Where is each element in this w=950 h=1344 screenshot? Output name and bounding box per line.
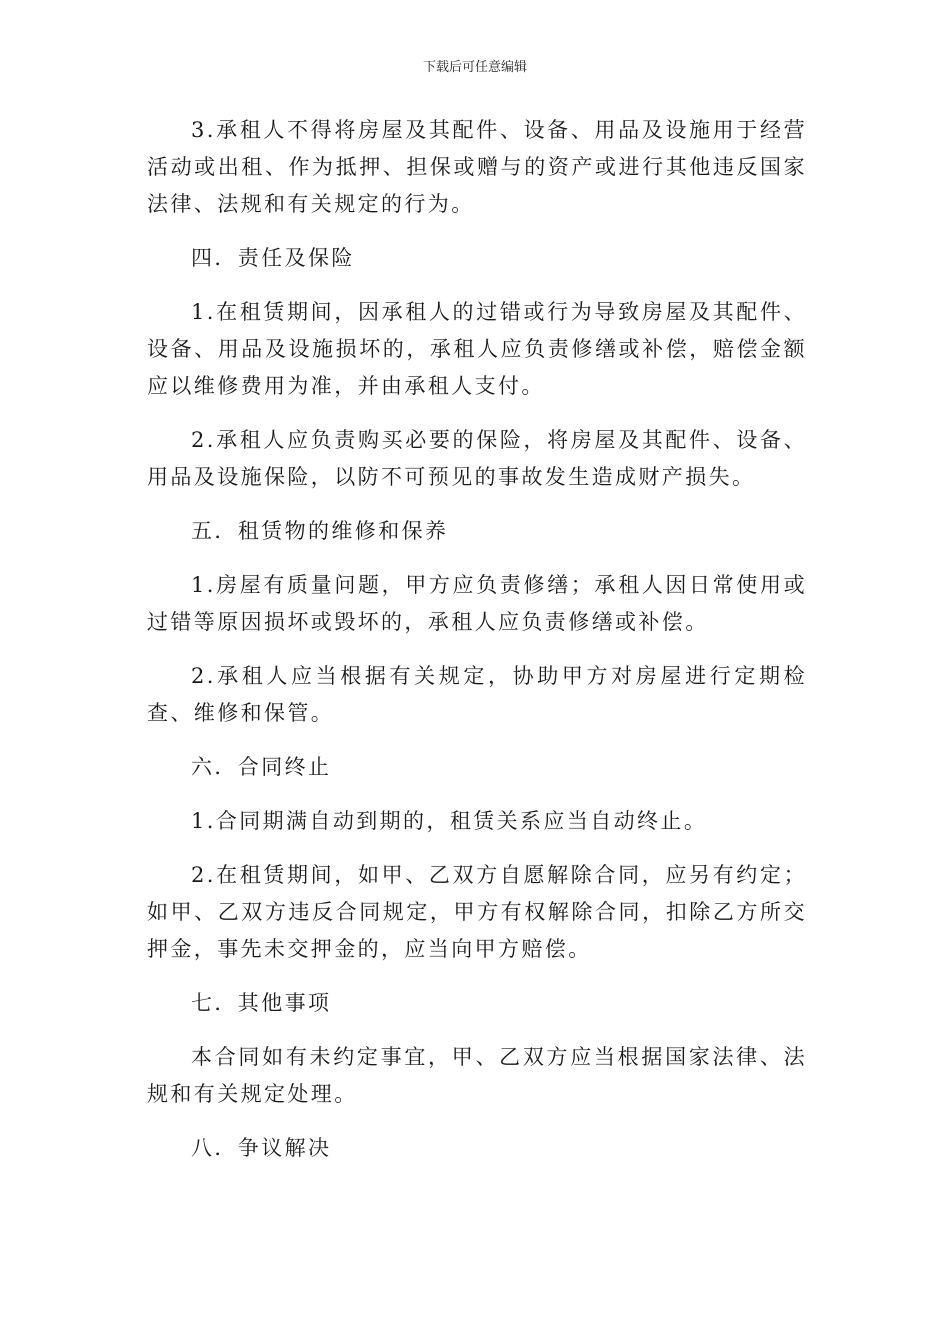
clause-early-termination: 2.在租赁期间，如甲、乙双方自愿解除合同，应另有约定；如甲、乙双方违反合同规定，甲方有权解除合同，扣除乙方所交押金，事先未交押金的，应当向甲方赔偿。 — [147, 863, 807, 961]
clause-expiry: 1.合同期满自动到期的，租赁关系应当自动终止。 — [191, 809, 708, 833]
section-heading-termination: 六．合同终止 — [191, 755, 332, 779]
section-heading-other-matters: 七．其他事项 — [191, 991, 332, 1015]
clause-unspecified-matters: 本合同如有未约定事宜，甲、乙双方应当根据国家法律、法规和有关规定处理。 — [147, 1045, 807, 1106]
section-heading-dispute-resolution: 八．争议解决 — [191, 1136, 332, 1160]
clause-quality-repair: 1.房屋有质量问题，甲方应负责修缮；承租人因日常使用或过错等原因损坏或毁坏的，承租人应负责修缮或补偿。 — [147, 573, 807, 634]
section-heading-maintenance: 五．租赁物的维修和保养 — [191, 519, 449, 543]
document-body — [147, 112, 807, 1184]
clause-insurance: 2.承租人应负责购买必要的保险，将房屋及其配件、设备、用品及设施保险，以防不可预见的事故发生造成财产损失。 — [147, 428, 807, 489]
clause-3-usage-restriction: 3.承租人不得将房屋及其配件、设备、用品及设施用于经营活动或出租、作为抵押、担保或赠与的资产或进行其他违反国家法律、法规和有关规定的行为。 — [147, 118, 807, 216]
clause-liability-damage: 1.在租赁期间，因承租人的过错或行为导致房屋及其配件、设备、用品及设施损坏的，承租人应负责修缮或补偿，赔偿金额应以维修费用为准，并由承租人支付。 — [147, 300, 807, 398]
section-heading-liability-insurance: 四．责任及保险 — [191, 246, 355, 270]
page-header-note: 下载后可任意编辑 — [422, 60, 527, 75]
clause-inspection: 2.承租人应当根据有关规定，协助甲方对房屋进行定期检查、维修和保管。 — [147, 664, 807, 725]
